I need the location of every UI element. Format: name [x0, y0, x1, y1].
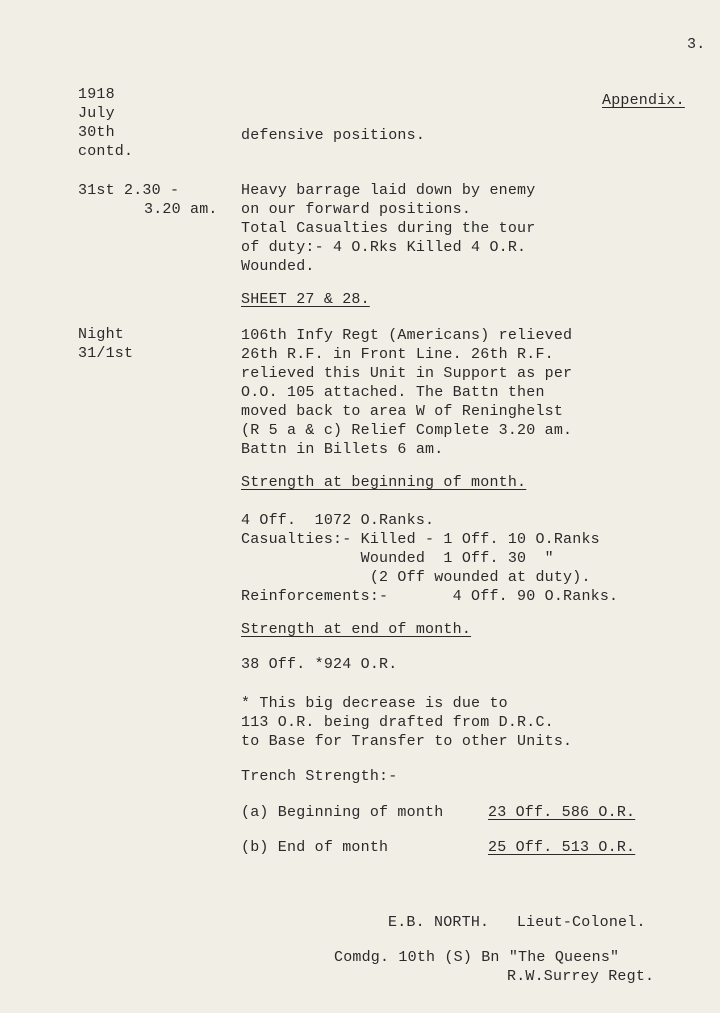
- strength-end-heading: Strength at end of month.: [241, 621, 472, 638]
- night-entry-line: 106th Infy Regt (Americans) relieved: [241, 327, 573, 344]
- strength-beginning-line: Wounded 1 Off. 30 ": [241, 550, 554, 567]
- entry-31st-line: Wounded.: [241, 258, 315, 275]
- trench-b-label: (b) End of month: [241, 839, 389, 856]
- signature-command: Comdg. 10th (S) Bn "The Queens": [334, 949, 620, 966]
- night-entry-line: relieved this Unit in Support as per: [241, 365, 573, 382]
- trench-strength-heading: Trench Strength:-: [241, 768, 398, 785]
- strength-beginning-line: Casualties:- Killed - 1 Off. 10 O.Ranks: [241, 531, 600, 548]
- strength-note-line: to Base for Transfer to other Units.: [241, 733, 573, 750]
- entry-31st-time-start: 31st 2.30 -: [78, 182, 180, 199]
- entry-31st-time-end: 3.20 am.: [144, 201, 218, 218]
- date-day: 30th: [78, 124, 115, 141]
- strength-beginning-line: (2 Off wounded at duty).: [241, 569, 591, 586]
- night-entry-line: moved back to area W of Reninghelst: [241, 403, 564, 420]
- night-date: Night: [78, 326, 125, 343]
- trench-a-label: (a) Beginning of month: [241, 804, 444, 821]
- night-entry-line: (R 5 a & c) Relief Complete 3.20 am.: [241, 422, 573, 439]
- night-entry-line: 26th R.F. in Front Line. 26th R.F.: [241, 346, 554, 363]
- date-year: 1918: [78, 86, 115, 103]
- date-contd: contd.: [78, 143, 134, 160]
- page-number: 3.: [687, 36, 706, 53]
- night-entry-line: Battn in Billets 6 am.: [241, 441, 444, 458]
- night-date: 31/1st: [78, 345, 134, 362]
- entry-31st-line: of duty:- 4 O.Rks Killed 4 O.R.: [241, 239, 527, 256]
- entry-31st-line: Heavy barrage laid down by enemy: [241, 182, 536, 199]
- strength-beginning-heading: Strength at beginning of month.: [241, 474, 527, 491]
- entry-30th-text: defensive positions.: [241, 127, 426, 144]
- strength-beginning-line: 4 Off. 1072 O.Ranks.: [241, 512, 435, 529]
- strength-note-line: * This big decrease is due to: [241, 695, 508, 712]
- signature-name: E.B. NORTH. Lieut-Colonel.: [388, 914, 646, 931]
- sheet-heading: SHEET 27 & 28.: [241, 291, 370, 308]
- strength-beginning-line: Reinforcements:- 4 Off. 90 O.Ranks.: [241, 588, 619, 605]
- entry-31st-line: on our forward positions.: [241, 201, 472, 218]
- date-month: July: [78, 105, 115, 122]
- strength-end-value: 38 Off. *924 O.R.: [241, 656, 398, 673]
- entry-31st-line: Total Casualties during the tour: [241, 220, 536, 237]
- strength-note-line: 113 O.R. being drafted from D.R.C.: [241, 714, 554, 731]
- trench-a-value: 23 Off. 586 O.R.: [488, 804, 636, 821]
- appendix-label: Appendix.: [602, 92, 685, 109]
- signature-regiment: R.W.Surrey Regt.: [507, 968, 655, 985]
- night-entry-line: O.O. 105 attached. The Battn then: [241, 384, 545, 401]
- trench-b-value: 25 Off. 513 O.R.: [488, 839, 636, 856]
